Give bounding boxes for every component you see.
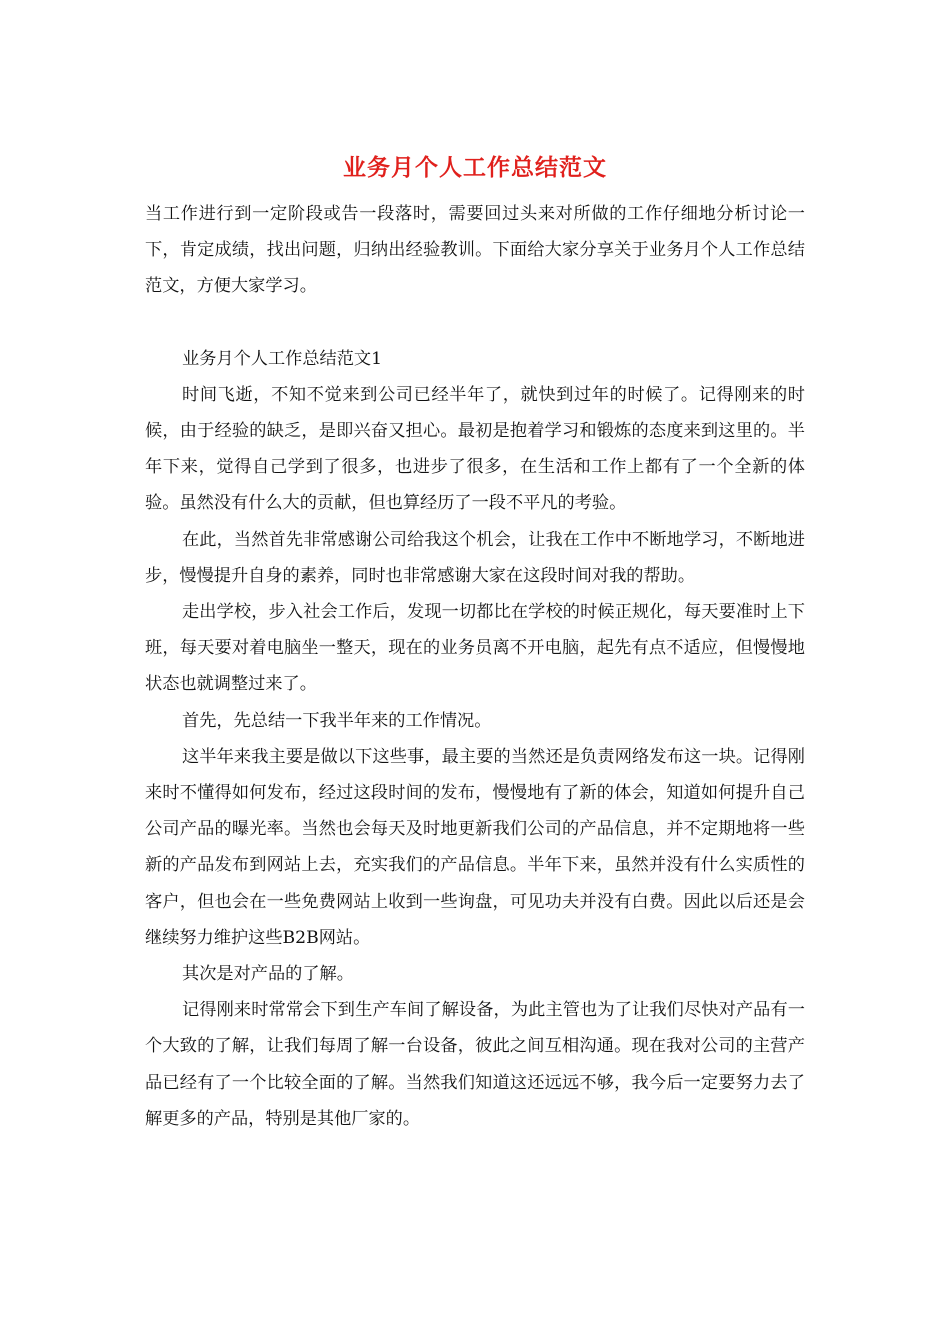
body-paragraph: 时间飞逝，不知不觉来到公司已经半年了，就快到过年的时候了。记得刚来的时候，由于经验的缺乏，是即兴奋又担心。最初是抱着学习和锻炼的态度来到这里的。半年下来，觉得自己学到了很多，也进步了很多，在生活和工作上都有了一个全新的体验。虽然没有什么大的贡献，但也算经历了一段不平凡的考验。	[145, 384, 805, 514]
document-body	[145, 196, 805, 1137]
blank-line	[145, 305, 805, 341]
body-paragraph: 记得刚来时常常会下到生产车间了解设备，为此主管也为了让我们尽快对产品有一个大致的了解，让我们每周了解一台设备，彼此之间互相沟通。现在我对公司的主营产品已经有了一个比较全面的了解。当然我们知道这还远远不够，我今后一定要努力去了解更多的产品，特别是其他厂家的。	[145, 1000, 805, 1129]
body-paragraph: 首先，先总结一下我半年来的工作情况。	[182, 710, 492, 731]
body-paragraph: 这半年来我主要是做以下这些事，最主要的当然还是负责网络发布这一块。记得刚来时不懂得如何发布，经过这段时间的发布，慢慢地有了新的体会，知道如何提升自己公司产品的曝光率。当然也会每天及时地更新我们公司的产品信息，并不定期地将一些新的产品发布到网站上去，充实我们的产品信息。半年下来，虽然并没有什么实质性的客户，但也会在一些免费网站上收到一些询盘，可见功夫并没有白费。因此以后还是会继续努力维护这些B2B网站。	[145, 746, 805, 948]
body-paragraph: 走出学校，步入社会工作后，发现一切都比在学校的时候正规化，每天要准时上下班，每天要对着电脑坐一整天，现在的业务员离不开电脑，起先有点不适应，但慢慢地状态也就调整过来了。	[145, 602, 805, 695]
document-title: 业务月个人工作总结范文	[343, 154, 607, 181]
section-heading: 业务月个人工作总结范文1	[182, 348, 382, 369]
intro-paragraph: 当工作进行到一定阶段或告一段落时，需要回过头来对所做的工作仔细地分析讨论一下，肯定成绩，找出问题，归纳出经验教训。下面给大家分享关于业务月个人工作总结范文，方便大家学习。	[145, 204, 805, 297]
body-paragraph: 其次是对产品的了解。	[182, 964, 354, 985]
body-paragraph: 在此，当然首先非常感谢公司给我这个机会，让我在工作中不断地学习，不断地进步，慢慢提升自身的素养，同时也非常感谢大家在这段时间对我的帮助。	[145, 529, 805, 586]
